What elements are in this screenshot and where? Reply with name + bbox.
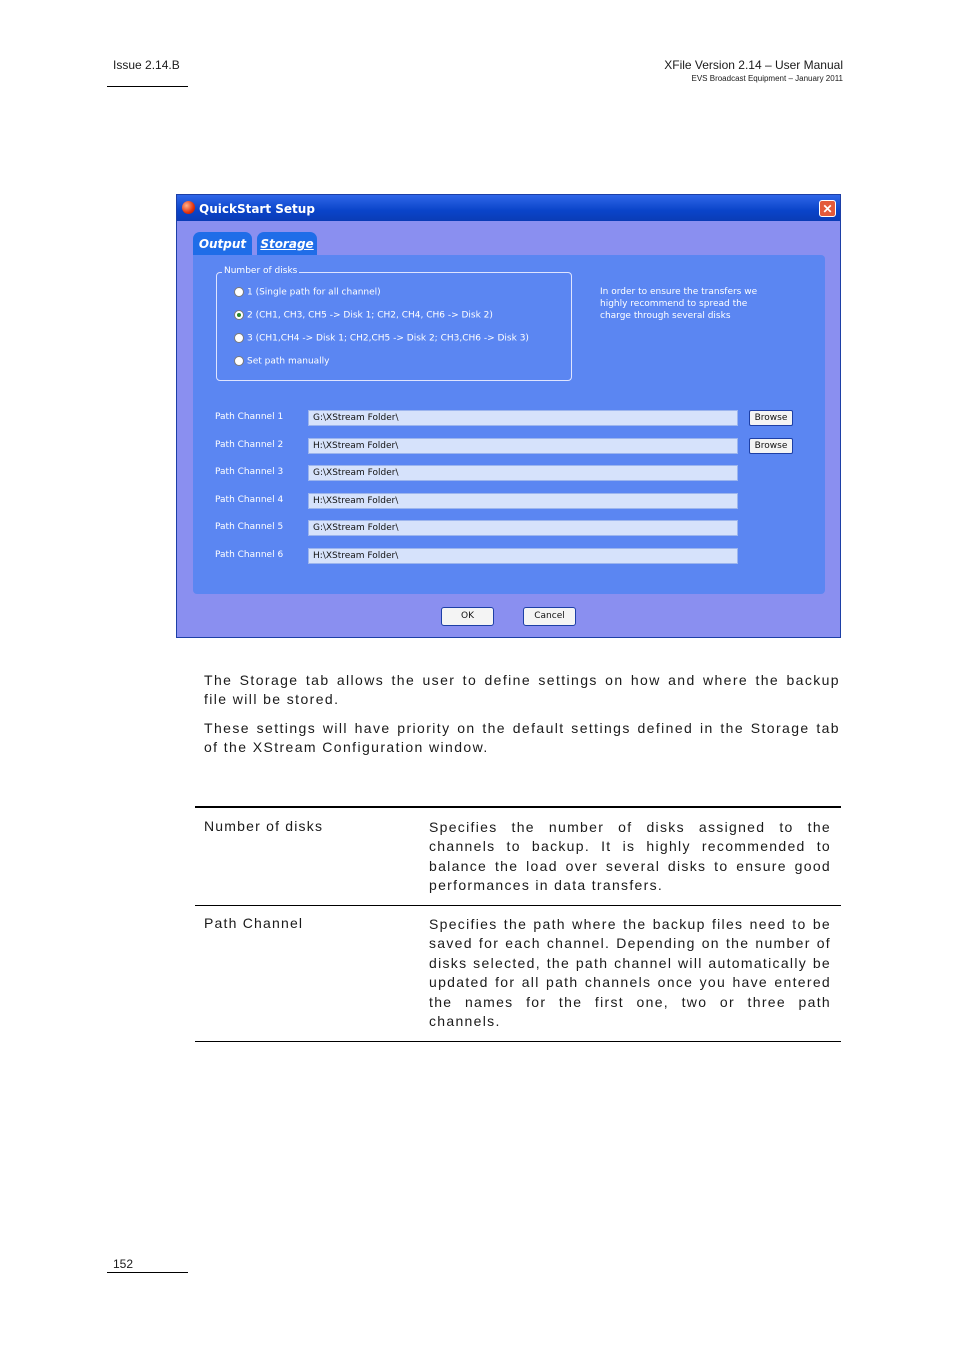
ok-button[interactable]: OK bbox=[441, 607, 494, 626]
cancel-button[interactable]: Cancel bbox=[523, 607, 576, 626]
path-channel-6-input[interactable]: H:\XStream Folder\ bbox=[308, 548, 738, 564]
dialog-title: QuickStart Setup bbox=[199, 202, 315, 216]
radio-option-3[interactable] bbox=[234, 333, 529, 347]
tab-storage[interactable]: Storage bbox=[257, 232, 317, 256]
radio-button[interactable] bbox=[234, 356, 244, 366]
close-button[interactable] bbox=[819, 200, 836, 217]
radio-label: Set path manually bbox=[247, 356, 330, 367]
path-channel-4-input[interactable]: H:\XStream Folder\ bbox=[308, 493, 738, 509]
path-channel-1-label: Path Channel 1 bbox=[215, 412, 284, 422]
dialog-titlebar bbox=[177, 195, 840, 221]
radio-button[interactable] bbox=[234, 287, 244, 297]
browse-button-1[interactable]: Browse bbox=[749, 410, 793, 426]
disk-recommendation-note: In order to ensure the transfers we highly recommend to spread the charge through several disks bbox=[600, 287, 758, 321]
close-icon: ✕ bbox=[822, 202, 833, 216]
radio-option-manual[interactable] bbox=[234, 356, 330, 370]
path-channel-3-input[interactable]: G:\XStream Folder\ bbox=[308, 465, 738, 481]
path-channel-3-label: Path Channel 3 bbox=[215, 467, 284, 477]
table-row-divider bbox=[195, 905, 841, 906]
group-label: Number of disks bbox=[224, 266, 298, 276]
radio-button[interactable] bbox=[234, 333, 244, 343]
paragraph-storage-tab: The Storage tab allows the user to define settings on how and where the backup file will be stored. bbox=[204, 672, 840, 707]
app-icon bbox=[182, 201, 195, 214]
radio-option-2[interactable] bbox=[234, 310, 493, 324]
radio-label: 2 (CH1, CH3, CH5 -> Disk 1; CH2, CH4, CH6 -> Disk 2) bbox=[247, 310, 493, 321]
number-of-disks-group bbox=[216, 266, 572, 381]
footer-rule bbox=[107, 1272, 188, 1273]
table-bottom-rule bbox=[195, 1041, 841, 1042]
tab-output[interactable]: Output bbox=[193, 232, 252, 256]
page-number: 152 bbox=[113, 1257, 134, 1271]
radio-button-selected[interactable] bbox=[234, 310, 244, 320]
publisher-line: EVS Broadcast Equipment – January 2011 bbox=[691, 74, 843, 83]
path-channel-5-label: Path Channel 5 bbox=[215, 522, 284, 532]
table-term-number-of-disks: Number of disks bbox=[204, 818, 324, 834]
path-channel-4-label: Path Channel 4 bbox=[215, 495, 284, 505]
paragraph-priority: These settings will have priority on the default settings defined in the Storage tab of the XStream Configuration window. bbox=[204, 720, 840, 755]
browse-button-2[interactable]: Browse bbox=[749, 438, 793, 454]
header-rule bbox=[107, 86, 188, 87]
issue-label: Issue 2.14.B bbox=[113, 58, 180, 72]
path-channel-5-input[interactable]: G:\XStream Folder\ bbox=[308, 520, 738, 536]
path-channel-2-input[interactable]: H:\XStream Folder\ bbox=[308, 438, 738, 454]
path-channel-6-label: Path Channel 6 bbox=[215, 550, 284, 560]
manual-title: XFile Version 2.14 – User Manual bbox=[664, 58, 843, 72]
table-definition-number-of-disks: Specifies the number of disks assigned to the channels to backup. It is highly recommended to balance the load over several disks to ensure good performances in data transfers. bbox=[429, 819, 831, 894]
radio-option-1[interactable] bbox=[234, 287, 381, 301]
radio-label: 3 (CH1,CH4 -> Disk 1; CH2,CH5 -> Disk 2; CH3,CH6 -> Disk 3) bbox=[247, 333, 529, 344]
storage-panel bbox=[193, 255, 825, 594]
radio-label: 1 (Single path for all channel) bbox=[247, 287, 381, 298]
table-definition-path-channel: Specifies the path where the backup files need to be saved for each channel. Depending on the number of disks selected, the path channel will automatically be updated for all path channels once you have entered the names for the first one, two or three path channels. bbox=[429, 916, 831, 1030]
table-top-rule bbox=[195, 806, 841, 808]
path-channel-2-label: Path Channel 2 bbox=[215, 440, 284, 450]
path-channel-1-input[interactable]: G:\XStream Folder\ bbox=[308, 410, 738, 426]
quickstart-setup-dialog bbox=[176, 194, 841, 638]
table-term-path-channel: Path Channel bbox=[204, 915, 304, 931]
